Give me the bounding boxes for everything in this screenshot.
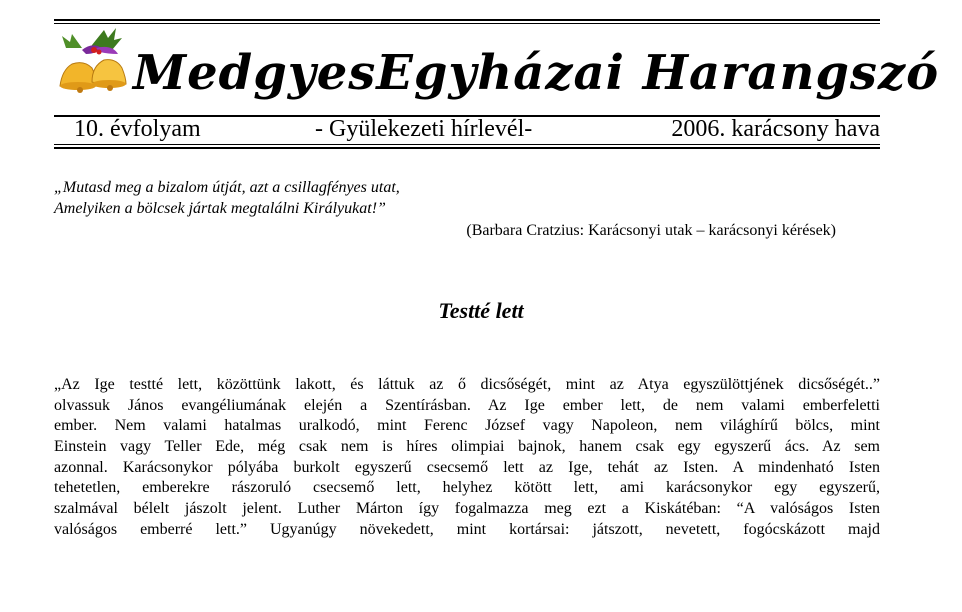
article-line: „Az Ige testté lett, közöttünk lakott, és láttuk az ő dicsőségét, mint az Atya egyszülöttjének dicsőségét..” [54, 376, 880, 393]
article-line: azonnal. Karácsonykor pólyába burkolt egyszerű csecsemő lett az Ige, tehát az Isten. A mindenható Isten [54, 458, 880, 476]
motto-attribution: (Barbara Cratzius: Karácsonyi utak – karácsonyi kérések) [466, 222, 836, 239]
motto-line-1: „Mutasd meg a bizalom útját, azt a csillagfényes utat, [54, 179, 400, 196]
motto-line-2: Amelyiken a bölcsek jártak megtalálni Királyukat!” [54, 200, 386, 217]
article-line: ember. Nem valami hatalmas uralkodó, mint Ferenc József vagy Napoleon, nem világhírű bölcs, mint [54, 417, 880, 435]
article-line: tehetetlen, emberekre rászoruló csecsemő lett, helyhez kötött lett, ami karácsonykor egy egyszerű, [54, 479, 880, 497]
article-title: Testté lett [438, 298, 524, 323]
issue-date-label: 2006. karácsony hava [671, 116, 880, 142]
newsletter-kind-label: - Gyülekezeti hírlevél- [315, 116, 533, 142]
top-rule-thick [54, 19, 880, 21]
subhead-rule-thick [54, 147, 880, 149]
subhead-rule-thin [54, 144, 880, 145]
top-rule-thin [54, 23, 880, 24]
volume-label: 10. évfolyam [74, 116, 201, 142]
newsletter-title: MedgyesEgyházai Harangszó [133, 45, 940, 101]
article-line: valóságos emberré lett.” Ugyanúgy növekedett, mint kortársai: játszott, nevetett, fogócskázott majd [54, 520, 880, 538]
article-body [54, 375, 880, 541]
article-line: Einstein vagy Teller Ede, még csak nem is híres olimpiai bajnok, hanem csak egy egyszerű ács. Az sem [54, 438, 880, 456]
article-line: szalmával bélelt jászolt jelent. Luther Márton így fogalmazza meg ezt a Kiskátéban: “A valóságos Isten [54, 500, 880, 518]
article-line: olvassuk János evangéliumának elején a Szentírásban. Az Ige ember lett, de nem valami emberfeletti [54, 396, 880, 414]
christmas-bells-icon [52, 24, 130, 96]
